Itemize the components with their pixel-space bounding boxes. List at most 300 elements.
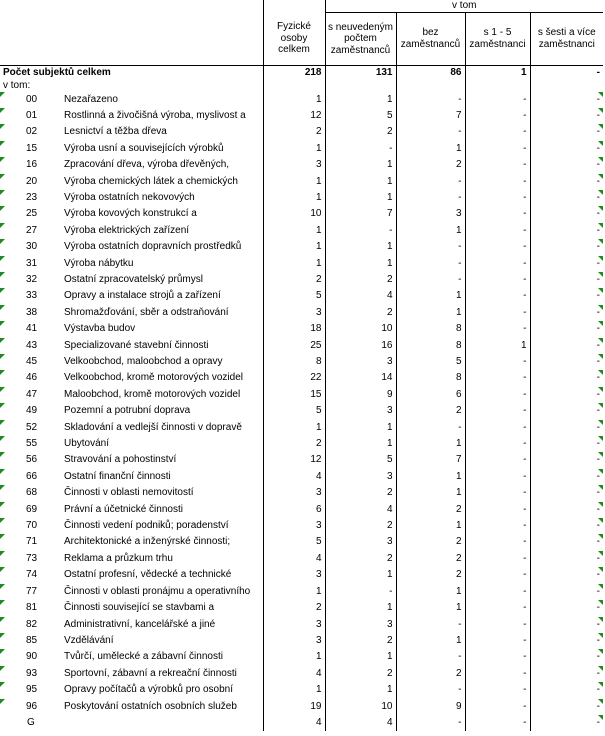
row-name: Velkoobchod, maloobchod a opravy — [64, 356, 223, 367]
table-row — [0, 354, 603, 370]
row-value-text: - — [596, 339, 601, 351]
row-value-text: - — [596, 372, 601, 384]
row-value: - — [465, 633, 530, 649]
comment-marker-icon — [598, 699, 603, 704]
comment-marker-icon — [598, 272, 603, 277]
row-value: 4 — [325, 288, 396, 304]
comment-marker-icon — [598, 551, 603, 556]
row-value: - — [465, 256, 530, 272]
row-code-text: 27 — [26, 224, 38, 236]
total-value: 131 — [325, 65, 396, 80]
data-rows — [0, 92, 603, 732]
header-bez: bez zaměstnanců — [396, 13, 465, 66]
row-code-text: 52 — [26, 421, 38, 433]
row-value: 2 — [325, 633, 396, 649]
row-code-text: 68 — [26, 487, 38, 499]
table-row — [0, 223, 603, 239]
row-value: 1 — [263, 92, 325, 108]
row-code-text: 15 — [26, 142, 38, 154]
comment-marker-icon — [598, 485, 603, 490]
comment-marker-icon — [598, 452, 603, 457]
comment-marker-icon — [0, 452, 5, 457]
comment-marker-icon — [598, 141, 603, 146]
row-value: 1 — [263, 256, 325, 272]
comment-marker-icon — [0, 354, 5, 359]
table-row — [0, 157, 603, 173]
row-name: Maloobchod, kromě motorových vozidel — [64, 388, 241, 400]
row-value: 3 — [263, 567, 325, 583]
row-code-text: 31 — [26, 257, 38, 269]
row-code-text: 66 — [26, 470, 38, 482]
row-value: 1 — [325, 567, 396, 583]
comment-marker-icon — [598, 223, 603, 228]
row-value: 1 — [396, 305, 465, 321]
comment-marker-icon — [598, 338, 603, 343]
comment-marker-icon — [0, 584, 5, 589]
row-value: 3 — [263, 617, 325, 633]
row-name: Výroba usní a souvisejících výrobků — [64, 142, 224, 154]
total-value: 218 — [263, 65, 325, 80]
table-row — [0, 469, 603, 485]
table-row — [0, 403, 603, 419]
table-row — [0, 190, 603, 206]
row-value — [530, 206, 603, 222]
row-value: 2 — [325, 485, 396, 501]
comment-marker-icon — [598, 206, 603, 211]
table-row — [0, 174, 603, 190]
row-code-text: 81 — [26, 602, 38, 614]
row-code — [0, 534, 62, 550]
row-value: 2 — [396, 502, 465, 518]
row-value: 2 — [396, 534, 465, 550]
comment-marker-icon — [598, 518, 603, 523]
comment-marker-icon — [0, 256, 5, 261]
row-value: 7 — [325, 206, 396, 222]
row-name: Výroba elektrických zařízení — [64, 224, 190, 236]
comment-marker-icon — [598, 649, 603, 654]
row-value: 1 — [396, 600, 465, 616]
header-sesti: s šesti a více zaměstnanci — [530, 13, 603, 66]
row-value — [530, 141, 603, 157]
row-code — [0, 633, 62, 649]
row-value — [530, 387, 603, 403]
row-value: 1 — [325, 174, 396, 190]
row-code-text: 45 — [26, 356, 38, 367]
row-value: 1 — [263, 141, 325, 157]
row-value: 1 — [325, 649, 396, 665]
row-name: Poskytování ostatních osobních služeb — [64, 700, 237, 712]
comment-marker-icon — [598, 666, 603, 671]
row-value: 22 — [263, 370, 325, 386]
row-value: 2 — [325, 305, 396, 321]
row-name: Tvůrčí, umělecké a zábavní činnosti — [64, 651, 223, 663]
row-value-text: - — [596, 421, 601, 433]
total-value: - — [530, 65, 603, 80]
row-code — [0, 452, 62, 468]
table-row — [0, 518, 603, 534]
comment-marker-icon — [598, 370, 603, 375]
row-value: - — [396, 174, 465, 190]
row-name: Zpracování dřeva, výroba dřevěných, — [64, 159, 230, 171]
row-value — [530, 239, 603, 255]
row-value: 2 — [396, 403, 465, 419]
row-name — [62, 715, 263, 731]
row-code — [0, 682, 62, 698]
row-name: Shromažďování, sběr a odstraňování — [64, 306, 229, 318]
row-value: 8 — [396, 338, 465, 354]
comment-marker-icon — [0, 534, 5, 539]
row-value-text: - — [596, 241, 601, 253]
row-value: 1 — [325, 682, 396, 698]
comment-marker-icon — [0, 699, 5, 704]
row-value — [530, 715, 603, 731]
row-value-text: - — [596, 602, 601, 614]
row-code-text: 32 — [26, 273, 38, 285]
comment-marker-icon — [0, 633, 5, 638]
row-value: - — [465, 239, 530, 255]
row-name: Výroba kovových konstrukcí a — [64, 208, 197, 220]
row-value: - — [465, 174, 530, 190]
row-value: 7 — [396, 452, 465, 468]
row-code — [0, 567, 62, 583]
row-value: - — [465, 436, 530, 452]
row-value-text: - — [596, 126, 601, 138]
table-row — [0, 288, 603, 304]
row-code-text: 46 — [26, 372, 38, 384]
row-value: 6 — [396, 387, 465, 403]
row-value: 12 — [263, 108, 325, 124]
row-value: 2 — [325, 272, 396, 288]
comment-marker-icon — [0, 124, 5, 129]
comment-marker-icon — [0, 649, 5, 654]
row-value — [530, 534, 603, 550]
row-name: Činnosti vedení podniků; poradenství — [64, 520, 229, 532]
comment-marker-icon — [598, 469, 603, 474]
row-value-text: - — [596, 684, 601, 696]
row-name: Výroba ostatních dopravních prostředků — [64, 241, 242, 253]
row-value — [530, 403, 603, 419]
row-name: Administrativní, kancelářské a jiné — [64, 618, 216, 630]
row-code — [0, 370, 62, 386]
row-value: 1 — [325, 600, 396, 616]
row-value: - — [465, 551, 530, 567]
header-s1-5: s 1 - 5 zaměstnanci — [465, 13, 530, 66]
row-value-text: - — [596, 651, 601, 663]
row-name: Specializované stavební činnosti — [64, 339, 209, 351]
row-code — [0, 108, 62, 124]
row-value: 1 — [263, 239, 325, 255]
row-code — [0, 321, 62, 337]
row-value: 1 — [263, 190, 325, 206]
row-value: - — [465, 666, 530, 682]
comment-marker-icon — [598, 288, 603, 293]
comment-marker-icon — [598, 633, 603, 638]
row-value: 1 — [396, 633, 465, 649]
row-value: 1 — [263, 584, 325, 600]
row-value: 15 — [263, 387, 325, 403]
comment-marker-icon — [598, 354, 603, 359]
row-value: 9 — [396, 699, 465, 715]
comment-marker-icon — [598, 420, 603, 425]
row-value: 1 — [396, 485, 465, 501]
row-value: 1 — [325, 239, 396, 255]
row-value: - — [396, 190, 465, 206]
comment-marker-icon — [598, 321, 603, 326]
row-value: 9 — [325, 387, 396, 403]
row-value — [530, 174, 603, 190]
row-value: 3 — [325, 354, 396, 370]
row-code — [0, 469, 62, 485]
row-code-text: 95 — [26, 684, 38, 696]
row-value-text: - — [596, 487, 601, 499]
row-value: - — [396, 649, 465, 665]
row-value: 1 — [396, 288, 465, 304]
row-value: - — [465, 699, 530, 715]
row-value: 19 — [263, 699, 325, 715]
row-value — [530, 305, 603, 321]
row-value-text: - — [596, 667, 601, 679]
row-name: Opravy počítačů a výrobků pro osobní — [64, 684, 233, 696]
comment-marker-icon — [0, 321, 5, 326]
row-code — [0, 239, 62, 255]
row-code — [0, 354, 62, 370]
table-row — [0, 682, 603, 698]
table-row — [0, 485, 603, 501]
row-code — [0, 305, 62, 321]
row-value-text: - — [596, 405, 601, 417]
row-name: Architektonické a inženýrské činnosti; — [64, 536, 231, 548]
row-value: - — [396, 617, 465, 633]
comment-marker-icon — [0, 666, 5, 671]
total-value: 1 — [465, 65, 530, 80]
row-code — [0, 387, 62, 403]
comment-marker-icon — [0, 567, 5, 572]
row-code-text: 38 — [26, 306, 38, 318]
comment-marker-icon — [598, 305, 603, 310]
comment-marker-icon — [0, 469, 5, 474]
row-value: 8 — [396, 370, 465, 386]
row-value: 3 — [325, 403, 396, 419]
row-value: 3 — [325, 469, 396, 485]
row-code-text: 69 — [26, 503, 38, 515]
comment-marker-icon — [0, 420, 5, 425]
row-name: Činnosti v oblasti pronájmu a operativního — [64, 585, 251, 597]
row-value: - — [465, 567, 530, 583]
row-code-text: 16 — [26, 159, 38, 171]
row-value: 2 — [396, 666, 465, 682]
row-value — [530, 584, 603, 600]
row-value: 2 — [325, 518, 396, 534]
row-value: 1 — [396, 223, 465, 239]
comment-marker-icon — [598, 157, 603, 162]
row-code-text: 71 — [26, 536, 38, 548]
table-row — [0, 502, 603, 518]
row-value: 2 — [263, 124, 325, 140]
comment-marker-icon — [0, 305, 5, 310]
row-value-text: - — [596, 454, 601, 466]
row-value: - — [465, 715, 530, 731]
row-code — [0, 338, 62, 354]
row-value — [530, 436, 603, 452]
row-value: - — [465, 534, 530, 550]
table-row — [0, 370, 603, 386]
row-value-text: - — [596, 536, 601, 548]
row-value: 5 — [325, 452, 396, 468]
comment-marker-icon — [598, 584, 603, 589]
table-row — [0, 141, 603, 157]
comment-marker-icon — [0, 206, 5, 211]
comment-marker-icon — [598, 436, 603, 441]
comment-marker-icon — [0, 551, 5, 556]
row-value: - — [465, 370, 530, 386]
table-row — [0, 617, 603, 633]
row-value-text: - — [596, 618, 601, 630]
row-value — [530, 633, 603, 649]
row-code — [0, 420, 62, 436]
row-code — [0, 485, 62, 501]
row-name: Činnosti související se stavbami a — [64, 602, 215, 614]
row-value — [530, 617, 603, 633]
row-value: - — [465, 403, 530, 419]
row-value: - — [465, 452, 530, 468]
row-value: 2 — [263, 600, 325, 616]
comment-marker-icon — [0, 502, 5, 507]
row-name: Skladování a vedlejší činnosti v dopravě — [64, 421, 242, 433]
comment-marker-icon — [0, 436, 5, 441]
row-value: 3 — [325, 617, 396, 633]
row-code — [0, 174, 62, 190]
table-row — [0, 452, 603, 468]
row-value — [530, 272, 603, 288]
row-value-text: - — [596, 388, 601, 400]
row-value: 1 — [325, 256, 396, 272]
row-value: 5 — [325, 108, 396, 124]
comment-marker-icon — [598, 567, 603, 572]
row-value-text: - — [596, 438, 601, 450]
comment-marker-icon — [0, 223, 5, 228]
row-code — [0, 518, 62, 534]
comment-marker-icon — [0, 387, 5, 392]
row-value-text: - — [596, 208, 601, 220]
row-value: - — [396, 715, 465, 731]
row-name: Vzdělávání — [64, 634, 114, 646]
row-value: 1 — [396, 518, 465, 534]
table-row — [0, 305, 603, 321]
row-value: - — [465, 485, 530, 501]
table-row — [0, 649, 603, 665]
row-value — [530, 108, 603, 124]
total-value: 86 — [396, 65, 465, 80]
row-value: - — [465, 617, 530, 633]
row-value: 1 — [325, 92, 396, 108]
row-value: 25 — [263, 338, 325, 354]
row-value: - — [396, 239, 465, 255]
row-value: - — [325, 223, 396, 239]
header-v-tom: v tom — [325, 0, 603, 13]
row-code-text: 25 — [26, 208, 38, 220]
v-tom-label: v tom: — [3, 79, 31, 91]
row-value — [530, 223, 603, 239]
row-code — [0, 699, 62, 715]
row-name: Sportovní, zábavní a rekreační činnosti — [64, 667, 237, 679]
row-name: Ostatní finanční činnosti — [64, 470, 171, 482]
row-name: Ubytování — [64, 438, 110, 450]
row-value: 5 — [263, 403, 325, 419]
row-code — [0, 157, 62, 173]
comment-marker-icon — [598, 403, 603, 408]
row-value: 3 — [325, 534, 396, 550]
row-value-text: - — [596, 273, 601, 285]
row-value: - — [396, 92, 465, 108]
row-value — [530, 518, 603, 534]
row-code-text: 41 — [26, 323, 38, 335]
row-value-text: - — [596, 224, 601, 236]
table-row — [0, 584, 603, 600]
row-value — [530, 551, 603, 567]
row-code-text: 00 — [26, 93, 38, 105]
row-code-text: 02 — [26, 126, 38, 138]
row-value-text: - — [596, 290, 601, 302]
row-value: - — [465, 469, 530, 485]
row-value: 4 — [263, 551, 325, 567]
row-value — [530, 288, 603, 304]
row-value: - — [465, 354, 530, 370]
row-value: 2 — [263, 272, 325, 288]
row-code-text: G — [27, 716, 35, 728]
comment-marker-icon — [598, 190, 603, 195]
row-value: 3 — [263, 305, 325, 321]
row-value — [530, 190, 603, 206]
comment-marker-icon — [0, 518, 5, 523]
row-code-text: 70 — [26, 520, 38, 532]
table-row — [0, 124, 603, 140]
row-code — [0, 190, 62, 206]
row-value: - — [396, 272, 465, 288]
row-code — [0, 223, 62, 239]
row-value-text: - — [596, 159, 601, 171]
comment-marker-icon — [0, 682, 5, 687]
row-value — [530, 157, 603, 173]
table-row — [0, 256, 603, 272]
row-value — [530, 321, 603, 337]
comment-marker-icon — [598, 534, 603, 539]
row-value-text: - — [596, 93, 601, 105]
row-name: Nezařazeno — [64, 93, 118, 105]
row-name: Rostlinná a živočišná výroba, myslivost a — [64, 109, 246, 121]
row-name: Právní a účetnické činnosti — [64, 503, 183, 515]
row-value: 3 — [396, 206, 465, 222]
row-value: 5 — [263, 288, 325, 304]
row-value-text: - — [596, 306, 601, 318]
table-row — [0, 239, 603, 255]
row-name: Opravy a instalace strojů a zařízení — [64, 290, 221, 302]
row-value — [530, 649, 603, 665]
row-value: - — [465, 288, 530, 304]
row-value-text: - — [596, 323, 601, 335]
comment-marker-icon — [598, 387, 603, 392]
row-value: 3 — [263, 518, 325, 534]
row-value-text: - — [596, 634, 601, 646]
row-value — [530, 567, 603, 583]
row-value-text: - — [596, 109, 601, 121]
comment-marker-icon — [0, 272, 5, 277]
comment-marker-icon — [0, 108, 5, 113]
row-code-text: 33 — [26, 290, 38, 302]
row-code — [0, 403, 62, 419]
row-name: Ostatní profesní, vědecké a technické — [64, 569, 232, 581]
row-value: 1 — [263, 420, 325, 436]
row-name: Lesnictví a těžba dřeva — [64, 126, 167, 138]
